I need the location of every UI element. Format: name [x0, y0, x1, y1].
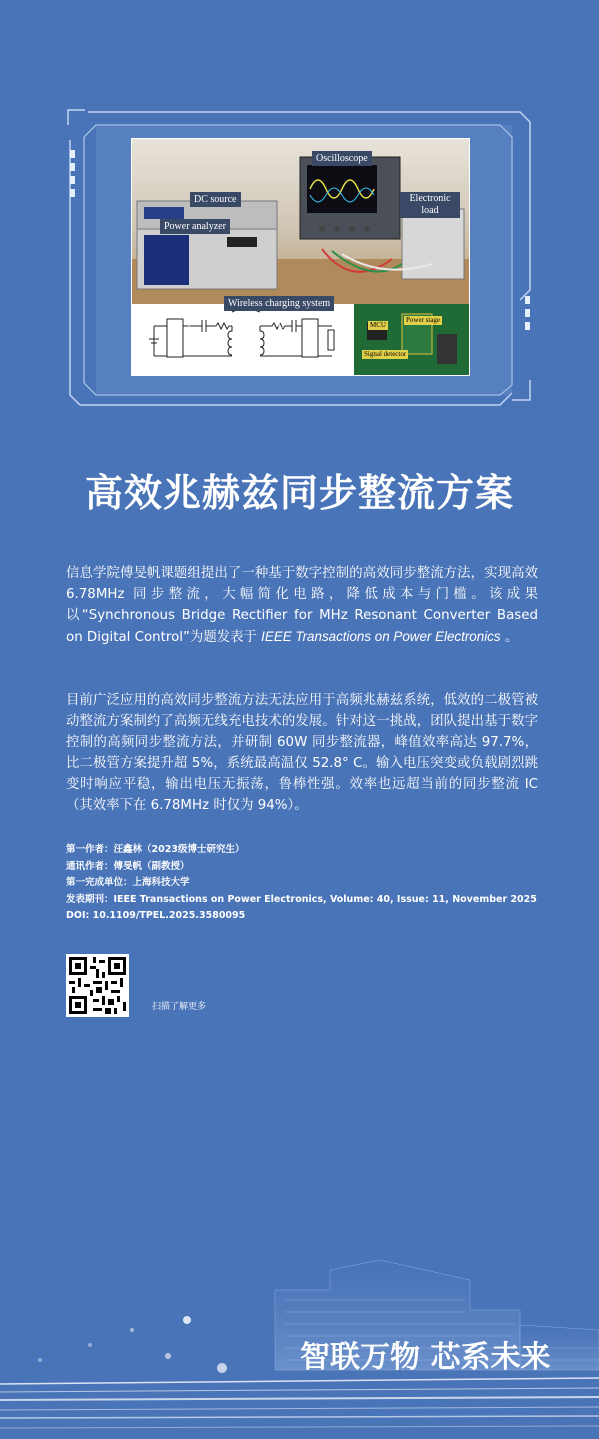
label-ctx: C	[188, 320, 195, 330]
label-dc-source: DC source	[190, 192, 241, 207]
corresponding-author: 通讯作者：傅旻帆（副教授）	[66, 860, 190, 872]
journal-name-italic: IEEE Transactions on Power Electronics	[261, 629, 501, 644]
label-electronic-load: Electronic load	[400, 192, 460, 218]
page-title: 高效兆赫兹同步整流方案	[84, 471, 514, 515]
label-sr: SR	[307, 349, 317, 358]
label-mcu: MCU	[370, 321, 386, 329]
publication-info	[66, 842, 566, 925]
institution: 第一完成单位：上海科技大学	[66, 877, 190, 888]
label-wireless-charging-system: Wireless charging system	[224, 296, 334, 311]
circuit-schematic	[132, 304, 469, 375]
label-rtx: r	[210, 328, 214, 338]
scan-hint: 扫描了解更多	[152, 1002, 207, 1012]
slogan: 智联万物 芯系未来	[300, 1340, 551, 1375]
qr-code-pattern	[66, 954, 129, 1017]
label-crx: C	[278, 320, 285, 330]
doi: DOI: 10.1109/TPEL.2025.3580095	[66, 910, 246, 921]
schematic-drawing	[132, 304, 469, 375]
experimental-setup-photo	[131, 138, 470, 376]
detail-paragraph: 目前广泛应用的高效同步整流方法无法应用于高频兆赫兹系统，低效的二极管被动整流方案制约了高频无线充电技术的发展。针对这一挑战，团队提出基于数字控制的高频同步整流方法，并研制 60W 同步整流器，峰值效率高达 97.7%，比二极管方案提升超 5%，系统最高温仅 52.8° C。输入电压突变或负载剧烈跳变时响应平稳，输出电压无振荡，鲁棒性强。效率也远超当前的同步整流 IC（其效率下在 6.78MHz 时仅为 94%）。	[66, 693, 538, 813]
intro-text-end: 。	[500, 630, 519, 645]
label-signal-detector: Signal detector	[364, 350, 407, 358]
qr-code[interactable]	[66, 954, 129, 1017]
label-vin: V	[140, 324, 146, 334]
label-k: k	[238, 321, 242, 331]
label-power-analyzer: Power analyzer	[160, 219, 230, 234]
label-lrx: L	[256, 344, 262, 354]
label-rrx: r	[256, 326, 260, 336]
intro-text: 信息学院傅旻帆课题组提出了一种基于数字控制的高效同步整流方法，实现高效 6.78MHz 同步整流，大幅简化电路，降低成本与门槛。该成果 以“Synchronous Bridge Rectifier for MHz Resonant Converter Based on Digital Control”为题发表于	[66, 566, 538, 645]
label-rl: R	[336, 326, 342, 336]
label-power-stage: Power stage	[406, 316, 441, 324]
label-oscilloscope: Oscilloscope	[312, 151, 372, 166]
label-ltx: L	[216, 345, 222, 355]
label-inv: Inv	[171, 349, 182, 358]
intro-paragraph	[66, 563, 538, 648]
journal-info: 发表期刊：IEEE Transactions on Power Electronics, Volume: 40, Issue: 11, November 2025	[66, 893, 537, 905]
first-author: 第一作者：汪鑫林（2023级博士研究生）	[66, 844, 245, 855]
